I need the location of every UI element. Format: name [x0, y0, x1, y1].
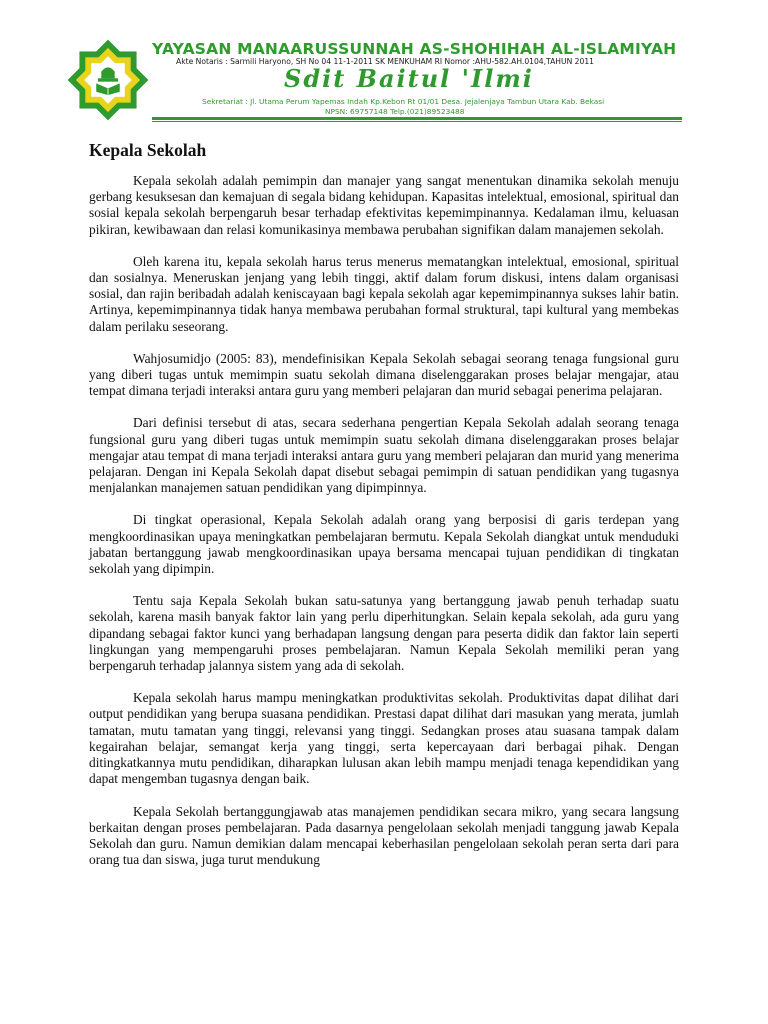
paragraph: Dari definisi tersebut di atas, secara sederhana pengertian Kepala Sekolah adalah seorang tenaga fungsional guru yang diberi tugas untuk memimpin suatu sekolah dimana diselenggarakan proses belajar mengajar atau tempat di mana terjadi interaksi antara guru yang memberi pelajaran dan murid yang menerima pelajaran. Dengan ini Kepala Sekolah dapat disebut sebagai pemimpin di satuan pendidikan yang tugasnya menjalankan manajemen satuan pendidikan yang dipimpinnya. — [89, 415, 679, 496]
document-title: Kepala Sekolah — [89, 140, 207, 160]
paragraph: Oleh karena itu, kepala sekolah harus terus menerus mematangkan intelektual, emosional, spiritual dan sosialnya. Meneruskan jenjang yang lebih tinggi, aktif dalam forum diskusi, intens dalam organisasi sosial, dan rajin beribadah adalah keniscayaan bagi kepala sekolah agar kepemimpinannya sukses lahir batin. Artinya, kepemimpinannya tidak hanya membawa perubahan formal struktural, tapi kultural yang membekas dalam perilaku seseorang. — [89, 253, 679, 334]
letterhead-divider-thin — [152, 121, 682, 122]
organization-name: YAYASAN MANAARUSSUNNAH AS-SHOHIHAH AL-ISLAMIYAH — [152, 40, 677, 58]
paragraph: Kepala sekolah adalah pemimpin dan manajer yang sangat menentukan dinamika sekolah menuju gerbang kesuksesan dan kemajuan di segala bidang kehidupan. Kapasitas intelektual, emosional, spiritual dan sosial kepala sekolah berpengaruh besar terhadap efektivitas kepemimpinannya. Kedalaman ilmu, keluasan pikiran, kewibawaan dan relasi komunikasinya membawa perubahan signifikan dalam manajemen sekolah. — [89, 173, 679, 237]
school-name: Sdit Baitul 'Ilmi — [284, 64, 534, 93]
paragraph: Kepala Sekolah bertanggungjawab atas manajemen pendidikan secara mikro, yang secara langsung berkaitan dengan proses pembelajaran. Pada dasarnya pengelolaan sekolah menjadi tanggung jawab Kepala Sekolah dan guru. Namun demikian dalam mencapai keberhasilan pengelolaan sekolah peran serta dari para orang tua dan siswa, juga turut mendukung — [89, 803, 679, 868]
secretariat-address: Sekretariat : Jl. Utama Perum Yapemas Indah Kp.Kebon Rt 01/01 Desa. Jejalenjaya Tambun Utara Kab. Bekasi — [202, 97, 605, 106]
npsn-phone: NPSN: 69757148 Telp.(021)89523488 — [325, 107, 465, 116]
notary-deed-info: Akte Notaris : Sarmili Haryono, SH No 04 11-1-2011 SK MENKUHAM RI Nomor :AHU-582.AH.0104,TAHUN 2011 — [176, 57, 594, 66]
letterhead-divider — [152, 117, 682, 120]
paragraph: Kepala sekolah harus mampu meningkatkan produktivitas sekolah. Produktivitas dapat dilihat dari output pendidikan yang berupa suasana pendidikan. Prestasi dapat dilihat dari masukan yang merata, jumlah tamatan, mutu tamatan yang tinggi, relevansi yang tinggi. Sedangkan proses atau suasana tampak dalam kegairahan belajar, semangat kerja yang tinggi, serta kepercayaan dari berbagai pihak. Dengan ditingkatkannya mutu pendidikan, diharapkan lulusan akan lebih mampu menjadi tenaga kependidikan yang dapat mengemban tugasnya dengan baik. — [89, 690, 679, 787]
paragraph: Di tingkat operasional, Kepala Sekolah adalah orang yang berposisi di garis terdepan yang mengkoordinasikan upaya meningkatkan pembelajaran bermutu. Kepala Sekolah diangkat untuk menduduki jabatan bertanggung jawab mengkoordinasikan upaya bersama mencapai tujuan pendidikan di tingkatan sekolah yang dipimpin. — [89, 512, 679, 577]
paragraph: Tentu saja Kepala Sekolah bukan satu-satunya yang bertanggung jawab penuh terhadap suatu sekolah, karena masih banyak faktor lain yang perlu diperhitungkan. Selain kepala sekolah, ada guru yang dipandang sebagai faktor kunci yang berhadapan langsung dengan para peserta didik dan faktor lain seperti lingkungan yang mempengaruhi proses pembelajaran. Namun Kepala Sekolah memiliki peran yang berpengaruh terhadap jalannya sistem yang ada di sekolah. — [89, 593, 679, 674]
document-body — [89, 140, 679, 884]
foundation-logo — [66, 38, 150, 122]
letterhead — [0, 0, 768, 130]
paragraph: Wahjosumidjo (2005: 83), mendefinisikan Kepala Sekolah sebagai seorang tenaga fungsional guru yang diberi tugas untuk memimpin suatu sekolah dimana diselenggarakan proses belajar mengajar, atau tempat dimana terjadi interaksi antara guru yang memberi pelajaran dan murid sebagai penerima pelajaran. — [89, 350, 679, 399]
